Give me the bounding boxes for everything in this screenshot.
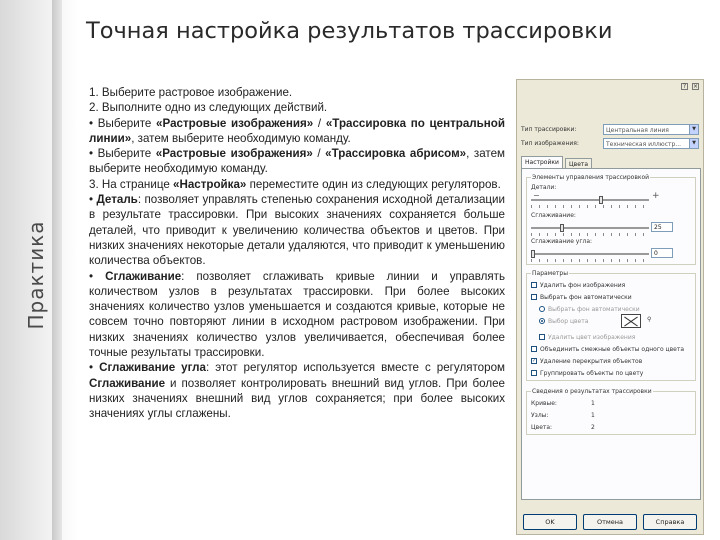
tab-settings[interactable]: Настройки (521, 156, 563, 168)
curves-label: Кривые: (531, 400, 557, 407)
slide-title: Точная настройка результатов трассировки (86, 18, 613, 44)
colors-label: Цвета: (531, 424, 553, 431)
option-centerline: • Выберите «Растровые изображения» / «Трассировка по центральной линии», затем выберите необходимую команду. (89, 116, 506, 145)
trace-type-label: Тип трассировки: (521, 126, 577, 133)
tab-content (521, 168, 701, 500)
color-swatch[interactable] (621, 314, 641, 328)
panel-header (517, 82, 703, 92)
tab-colors[interactable]: Цвета (565, 158, 592, 168)
remove-bg-label: Удалить фон изображения (540, 282, 626, 289)
pick-color-radio[interactable] (539, 318, 545, 324)
trace-controls-group: Элементы управления трассировкой Детали: − + Сглаживание: 25 Сглаживание угла: 0 (526, 177, 696, 265)
chevron-down-icon: ▼ (689, 139, 698, 148)
auto-color-radio[interactable] (539, 306, 545, 312)
merge-objects-label: Объединить смежные объекты одного цвета (540, 346, 685, 353)
trace-settings-panel (516, 79, 704, 535)
remove-bg-checkbox[interactable] (531, 282, 537, 288)
section-label-text: Практика (24, 220, 48, 330)
help-button[interactable]: Справка (643, 514, 697, 530)
trace-type-select[interactable]: Центральная линия ▼ (603, 124, 699, 135)
step-1: 1. Выберите растровое изображение. (89, 86, 293, 99)
smoothing-label: Сглаживание: (531, 212, 576, 219)
pick-color-label: Выбор цвета (548, 318, 589, 325)
item-detail: • Деталь: позволяет управлять степенью сохранения исходной детализации в результате трассировки. При высоких значениях сохраняется больше деталей, что приводит к увеличению количества объектов и цветов. При низких значениях некоторые детали удаляются, что приводит к уменьшению количества объектов. (89, 193, 505, 268)
curves-value: 1 (591, 400, 595, 407)
smoothing-slider[interactable] (531, 224, 649, 232)
chevron-down-icon: ▼ (689, 125, 698, 134)
minus-icon: − (533, 191, 540, 200)
plus-icon: + (652, 191, 660, 201)
step-2: 2. Выполните одно из следующих действий. (89, 101, 328, 115)
smoothing-spinbox[interactable]: 25 (651, 222, 673, 232)
close-icon[interactable]: × (693, 83, 699, 90)
auto-bg-label: Выбрать фон автоматически (540, 294, 632, 301)
detail-label: Детали: (531, 184, 557, 191)
options-group: Параметры Удалить фон изображения Выбрать фон автоматически Выбрать фон автоматически Выбор цвета ⚲ Удалить цвет изображения Объединить смежные объекты одного цвета ✓ Удаление перекрытия объектов Группировать объекты по цвету (526, 273, 696, 381)
step-3: 3. На странице «Настройка» переместите один из следующих регуляторов. (89, 177, 501, 191)
detail-slider[interactable] (531, 196, 649, 204)
group-by-color-checkbox[interactable] (531, 370, 537, 376)
group-by-color-label: Группировать объекты по цвету (540, 370, 644, 377)
tab-strip (521, 156, 699, 168)
trace-results-group: Сведения о результатах трассировки Кривые: 1 Узлы: 1 Цвета: 2 (526, 391, 696, 435)
ok-button[interactable]: OK (523, 514, 577, 530)
instructions-text (89, 85, 505, 422)
auto-bg-checkbox[interactable] (531, 294, 537, 300)
image-type-row (521, 138, 701, 150)
corner-smoothing-slider[interactable] (531, 250, 649, 258)
trace-type-row (521, 124, 701, 136)
nodes-value: 1 (591, 412, 595, 419)
corner-smoothing-spinbox[interactable]: 0 (651, 248, 673, 258)
remove-color-label: Удалить цвет изображения (548, 334, 636, 341)
delete-overlap-checkbox[interactable]: ✓ (532, 358, 537, 364)
help-icon[interactable]: ? (682, 83, 687, 90)
nodes-label: Узлы: (531, 412, 549, 419)
cancel-button[interactable]: Отмена (583, 514, 637, 530)
remove-color-checkbox[interactable] (539, 334, 545, 340)
eyedropper-icon[interactable]: ⚲ (647, 316, 652, 323)
item-smoothing: • Сглаживание: позволяет сглаживать кривые линии и управлять количеством узлов в результатах трассировки. При более высоких значениях количество узлов уменьшается и создаются кривые, которые не совсем точно повторяют линии в исходном растровом изображении. При низких значениях количество узлов увеличивается, обеспечивая более точные результаты трассировки. (89, 269, 506, 360)
section-label (16, 215, 56, 335)
corner-smoothing-label: Сглаживание угла: (531, 238, 593, 245)
image-type-select[interactable]: Техническая иллюстр... ▼ (603, 138, 699, 149)
delete-overlap-label: Удаление перекрытия объектов (540, 358, 643, 365)
option-outline: • Выберите «Растровые изображения» / «Трассировка абрисом», затем выберите необходимую команду. (89, 147, 506, 176)
image-type-label: Тип изображения: (521, 140, 579, 147)
auto-color-label: Выбрать фон автоматически (548, 306, 640, 313)
merge-objects-checkbox[interactable] (531, 346, 537, 352)
item-corner-smoothing: • Сглаживание угла: этот регулятор используется вместе с регулятором Сглаживание и позволяет контролировать внешний вид углов. При более низких значениях внешний вид углов сохраняется; при более высоких значениях углы сглажены. (89, 361, 505, 421)
colors-value: 2 (591, 424, 595, 431)
